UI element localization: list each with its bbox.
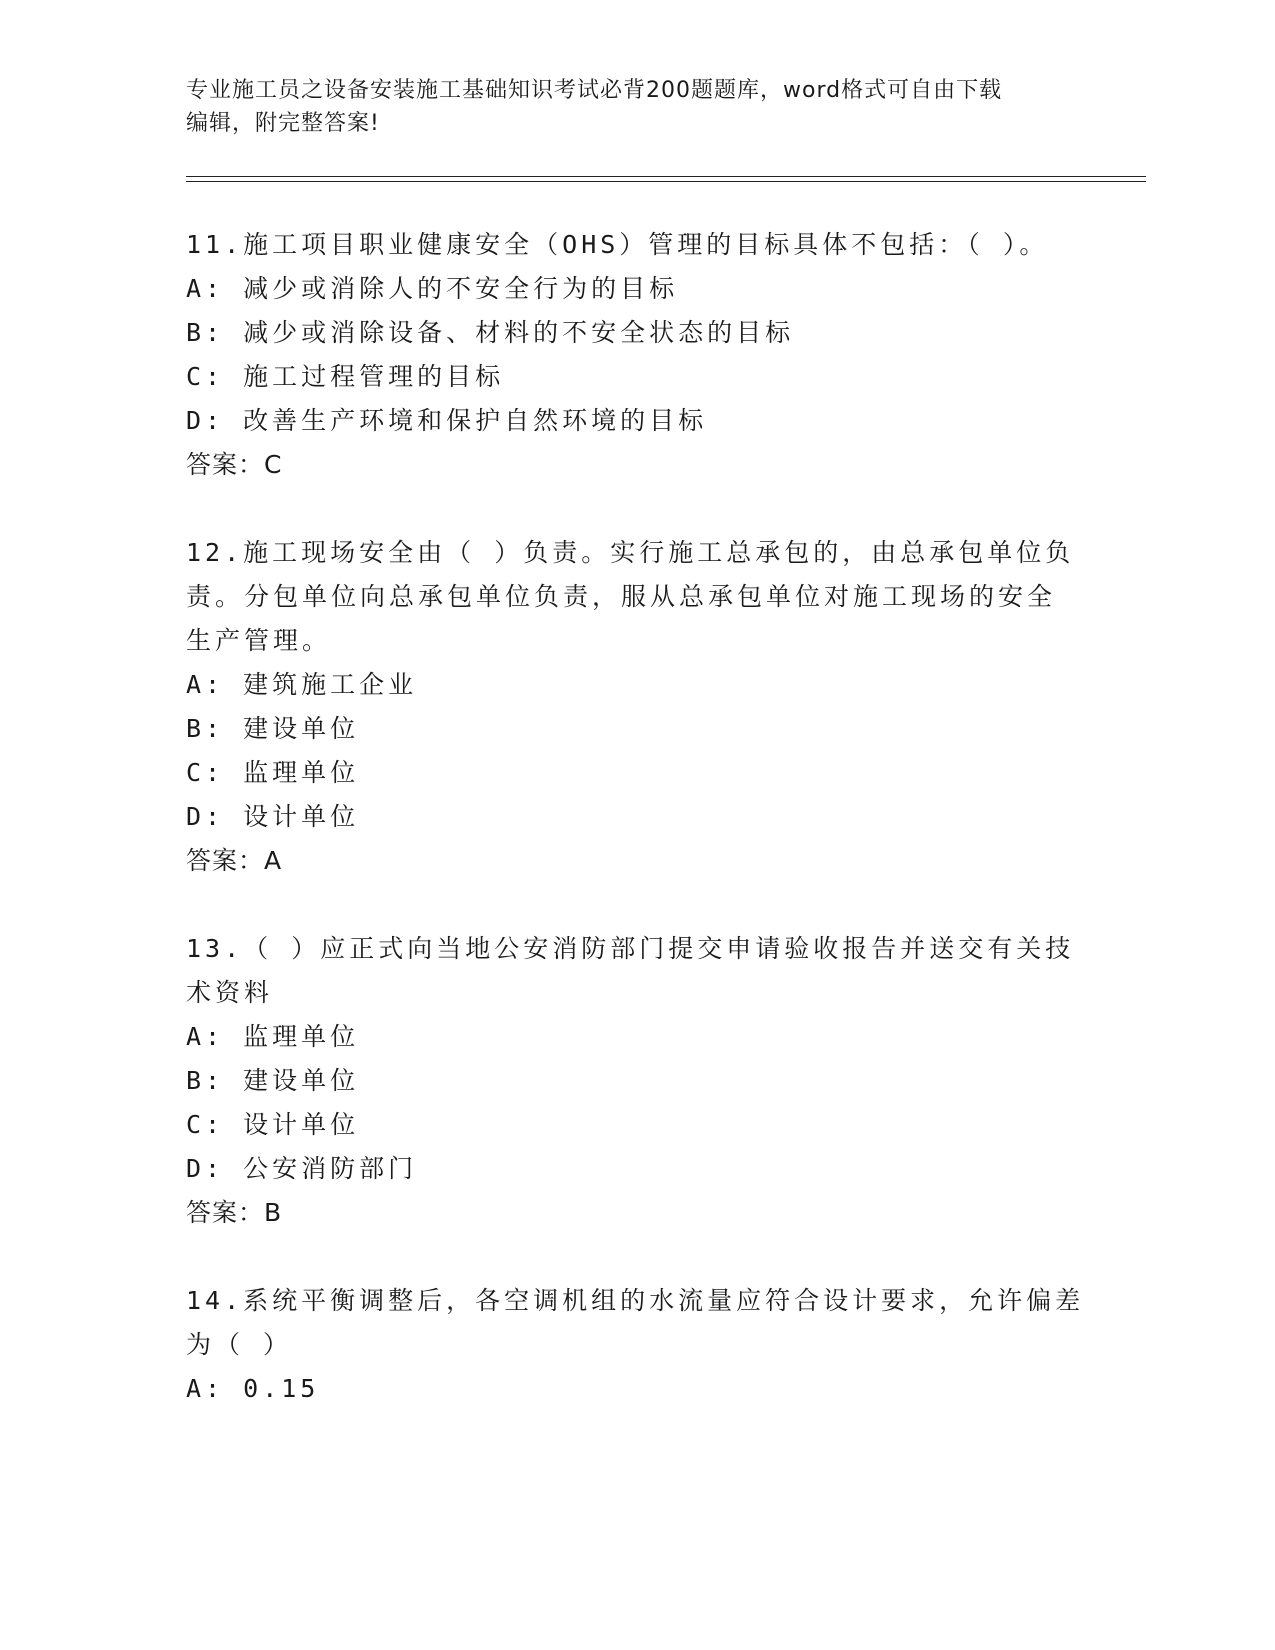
header-line-1: 专业施工员之设备安装施工基础知识考试必背200题题库，word格式可自由下载	[186, 78, 1003, 103]
question-14-option-a: A: 0.15	[186, 1374, 320, 1403]
question-11-option-a: A: 减少或消除人的不安全行为的目标	[186, 274, 679, 303]
question-13-option-c: C: 设计单位	[186, 1110, 360, 1139]
question-13-answer: 答案：B	[186, 1198, 283, 1227]
question-12-option-b: B: 建设单位	[186, 714, 360, 743]
question-13-option-d: D: 公安消防部门	[186, 1154, 418, 1183]
question-12-option-c: C: 监理单位	[186, 758, 360, 787]
header-divider-top	[186, 176, 1146, 177]
question-11-option-b: B: 减少或消除设备、材料的不安全状态的目标	[186, 318, 795, 347]
question-12-stem-line-2: 责。分包单位向总承包单位负责，服从总承包单位对施工现场的安全	[186, 582, 1057, 611]
question-11-option-c: C: 施工过程管理的目标	[186, 362, 505, 391]
question-14-stem-line-1: 14.系统平衡调整后，各空调机组的水流量应符合设计要求，允许偏差	[186, 1286, 1085, 1315]
question-11-answer: 答案：C	[186, 450, 283, 479]
question-12-option-a: A: 建筑施工企业	[186, 670, 418, 699]
question-12-stem-line-3: 生产管理。	[186, 626, 332, 655]
question-12-stem-line-1: 12.施工现场安全由（ ）负责。实行施工总承包的，由总承包单位负	[186, 538, 1075, 567]
question-12-answer: 答案：A	[186, 846, 283, 875]
question-11-stem-line-1: 11.施工项目职业健康安全（OHS）管理的目标具体不包括：（ ）。	[186, 230, 1049, 259]
question-12-option-d: D: 设计单位	[186, 802, 360, 831]
question-14-stem-line-2: 为（ ）	[186, 1330, 293, 1359]
header-divider-bottom	[186, 181, 1146, 182]
question-13-option-b: B: 建设单位	[186, 1066, 360, 1095]
question-13-option-a: A: 监理单位	[186, 1022, 360, 1051]
document-header	[186, 74, 1066, 140]
question-13-stem-line-2: 术资料	[186, 978, 274, 1007]
question-13-stem-line-1: 13.（ ）应正式向当地公安消防部门提交申请验收报告并送交有关技	[186, 934, 1075, 963]
question-11-option-d: D: 改善生产环境和保护自然环境的目标	[186, 406, 708, 435]
header-line-2: 编辑，附完整答案!	[186, 111, 380, 136]
